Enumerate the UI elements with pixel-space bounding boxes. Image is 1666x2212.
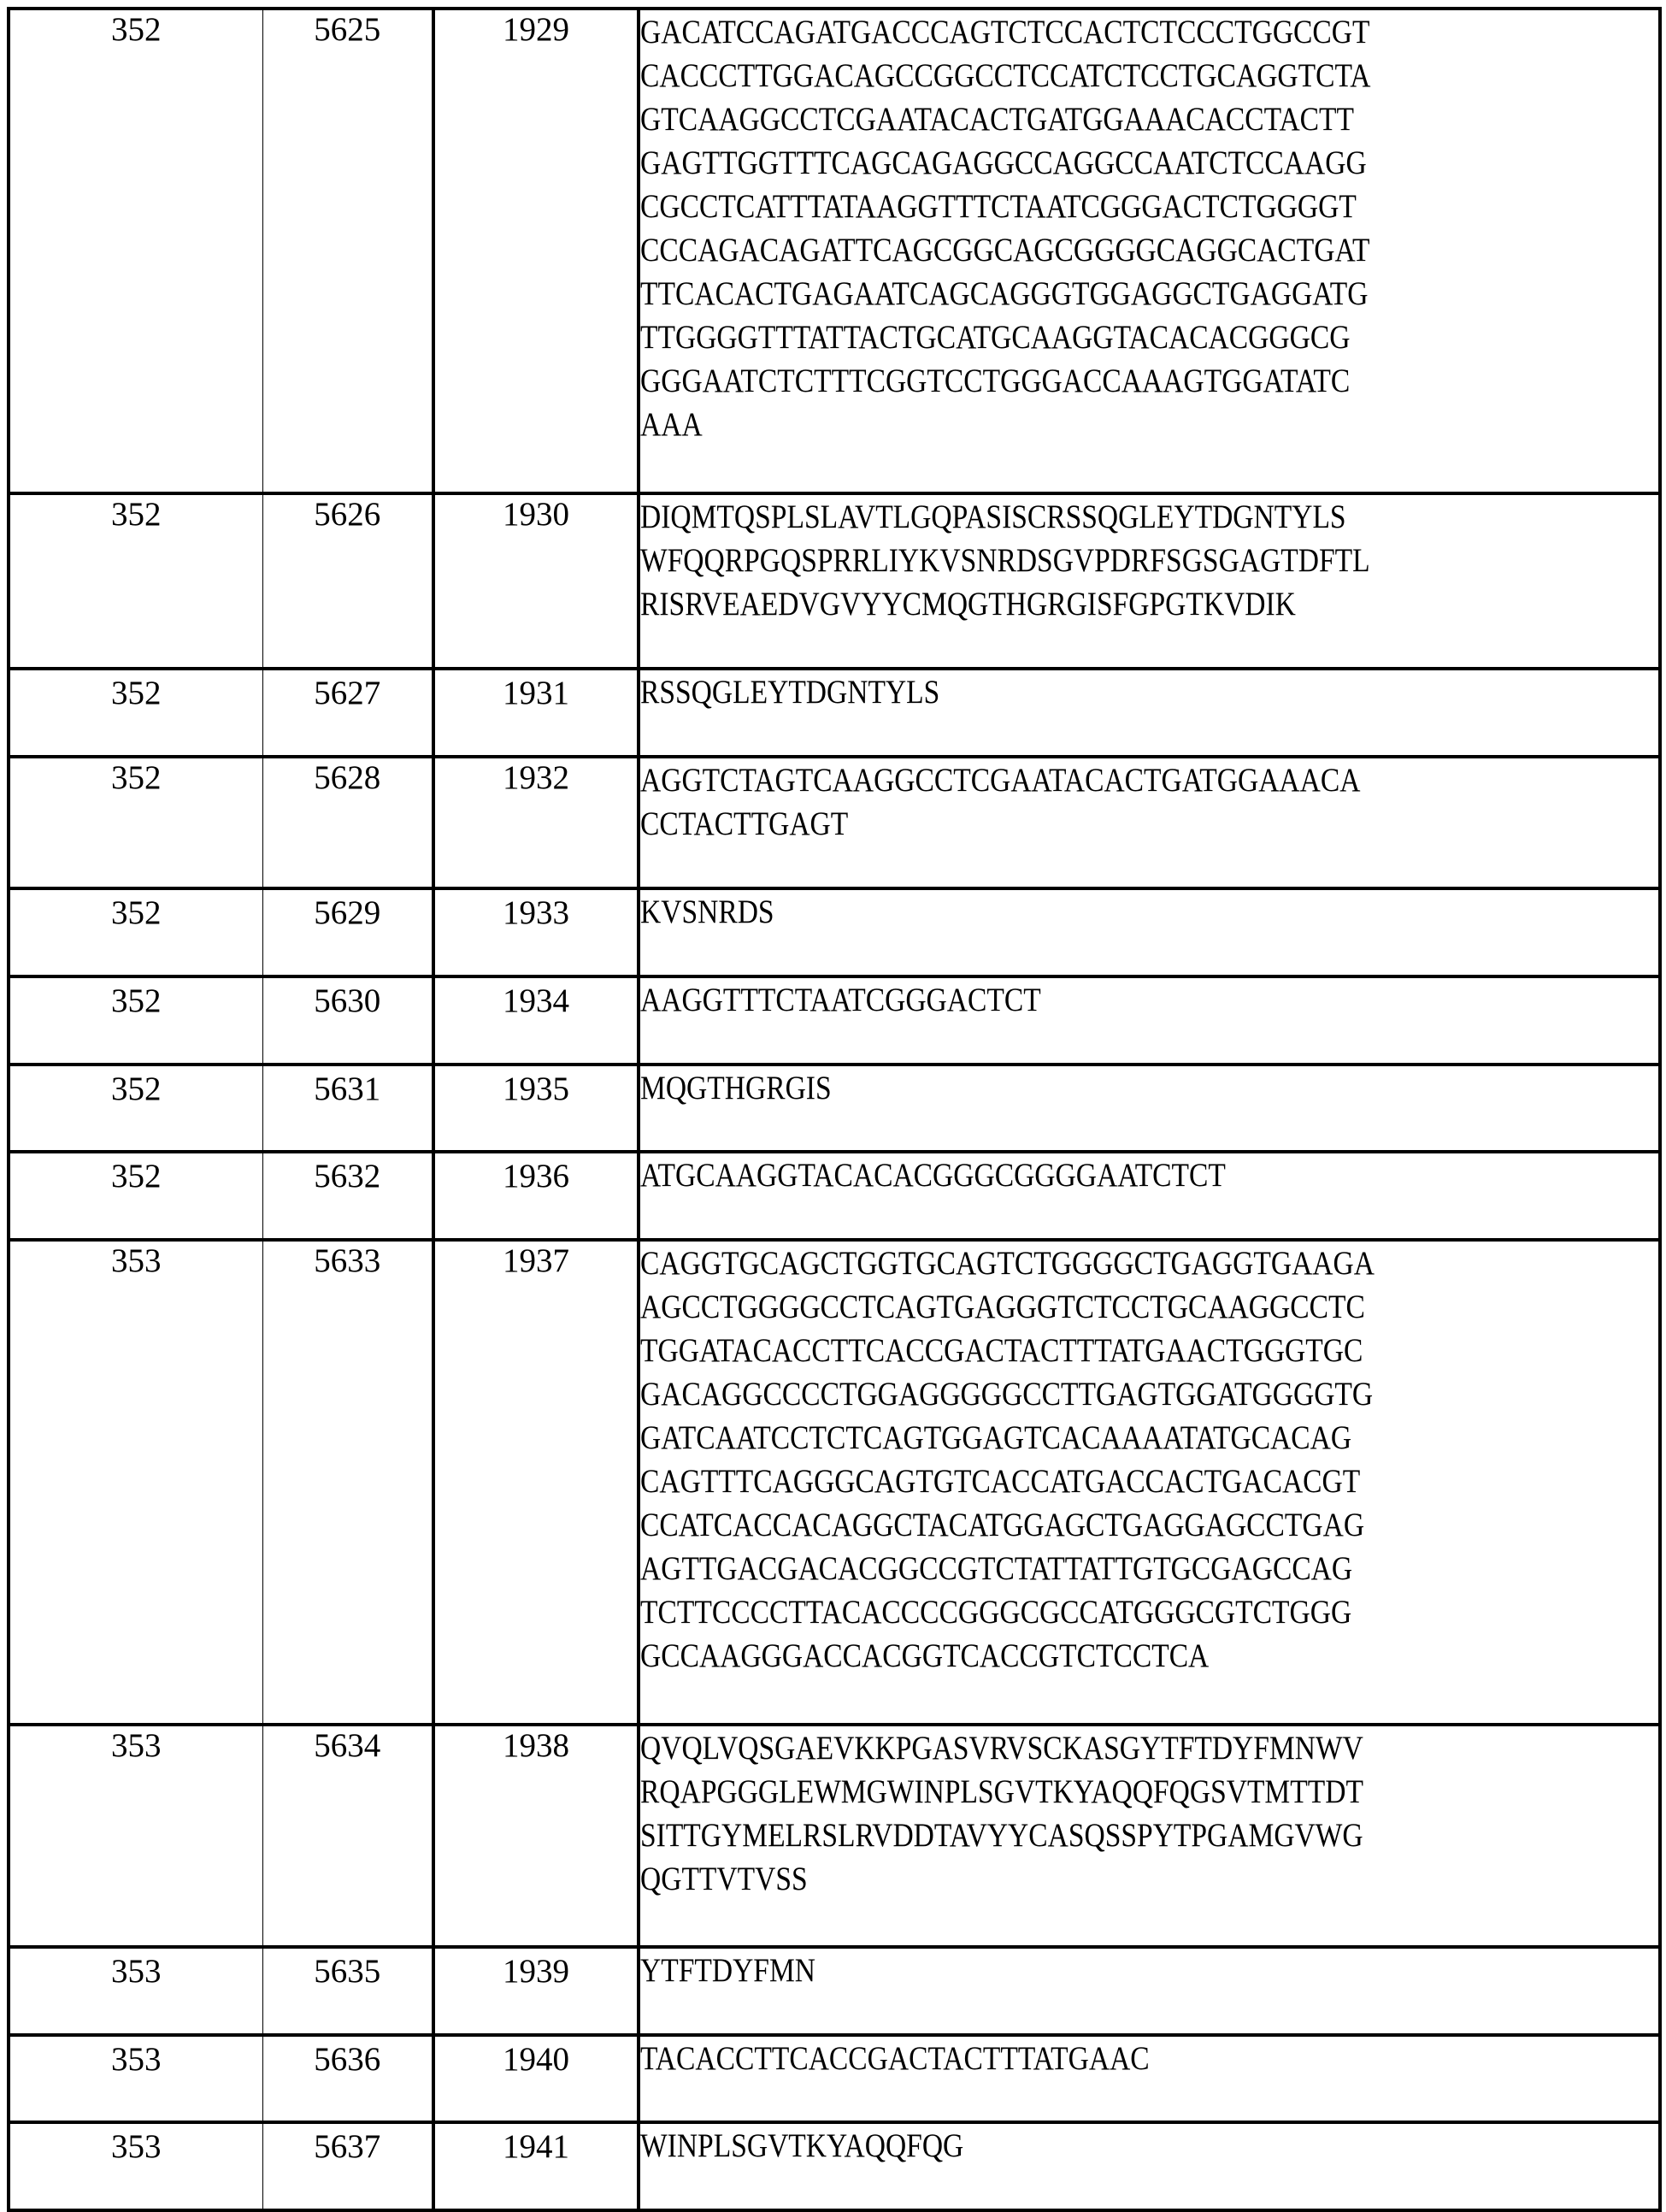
seq-id-number: 1929: [503, 11, 569, 48]
seq-id-number-cell: [433, 493, 639, 669]
sequence-line: TTCACACTGAGAATCAGCAGGGTGGAGGCTGAGGATG: [640, 275, 1369, 312]
sequence-index: 5634: [314, 1727, 381, 1764]
table-row: [9, 2035, 1660, 2122]
group-id-cell: [9, 669, 262, 757]
table-row: [9, 669, 1660, 757]
sequence-line: AGCCTGGGGCCTCAGTGAGGGTCTCCTGCAAGGCCTC: [640, 1289, 1365, 1325]
seq-id-number: 1931: [503, 675, 569, 711]
sequence-line: GATCAATCCTCTCAGTGGAGTCACAAAATATGCACAG: [640, 1419, 1352, 1456]
sequence-cell: [639, 888, 1660, 976]
sequence-index-cell: [262, 669, 433, 757]
sequence-line: CCATCACCACAGGCTACATGGAGCTGAGGAGCCTGAG: [640, 1507, 1365, 1543]
group-id-cell: [9, 493, 262, 669]
sequence-index-cell: [262, 888, 433, 976]
group-id-cell: [9, 976, 262, 1065]
table-row: [9, 1152, 1660, 1240]
sequence-index-cell: [262, 1947, 433, 2035]
group-id: 353: [111, 1953, 162, 1990]
sequence-line: RSSQGLEYTDGNTYLS: [640, 674, 940, 711]
group-id-cell: [9, 1947, 262, 2035]
sequence-cell: [639, 493, 1660, 669]
table-row: [9, 2122, 1660, 2210]
group-id: 352: [111, 11, 162, 48]
seq-id-number: 1932: [503, 759, 569, 796]
sequence-index-cell: [262, 757, 433, 888]
sequence-cell: [639, 1065, 1660, 1152]
sequence-line: TACACCTTCACCGACTACTTTATGAAC: [640, 2040, 1150, 2077]
sequence-cell: [639, 1947, 1660, 2035]
seq-id-number: 1934: [503, 982, 569, 1019]
group-id: 352: [111, 759, 162, 796]
sequence-line: WFQQRPGQSPRRLIYKVSNRDSGVPDRFSGSGAGTDFTL: [640, 542, 1370, 579]
sequence-cell: [639, 2035, 1660, 2122]
group-id: 353: [111, 1727, 162, 1764]
sequence-index: 5632: [314, 1158, 381, 1194]
group-id: 353: [111, 2128, 162, 2165]
sequence-line: KVSNRDS: [640, 894, 774, 930]
sequence-index: 5637: [314, 2128, 381, 2165]
sequence-line: CCTACTTGAGT: [640, 805, 849, 842]
sequence-line: TTGGGGTTTATTACTGCATGCAAGGTACACACGGGCG: [640, 319, 1351, 356]
sequence-line: GTCAAGGCCTCGAATACACTGATGGAAACACCTACTT: [640, 101, 1355, 138]
table-row: [9, 757, 1660, 888]
seq-id-number: 1940: [503, 2041, 569, 2078]
group-id: 352: [111, 675, 162, 711]
seq-id-number-cell: [433, 1725, 639, 1947]
sequence-index-cell: [262, 976, 433, 1065]
sequence-line: RQAPGGGLEWMGWINPLSGVTKYAQQFQGSVTMTTDT: [640, 1773, 1363, 1810]
sequence-index-cell: [262, 493, 433, 669]
sequence-line: CAGTTTCAGGGCAGTGTCACCATGACCACTGACACGT: [640, 1463, 1361, 1500]
sequence-line: AAGGTTTCTAATCGGGACTCT: [640, 982, 1041, 1018]
sequence-line: ATGCAAGGTACACACGGGCGGGGAATCTCT: [640, 1157, 1226, 1194]
sequence-line: GACAGGCCCCTGGAGGGGGCCTTGAGTGGATGGGGTG: [640, 1376, 1374, 1413]
sequence-index: 5636: [314, 2041, 381, 2078]
sequence-line: YTFTDYFMN: [640, 1952, 816, 1989]
sequence-line: TCTTCCCCTTACACCCCGGGCGCCATGGGCGTCTGGG: [640, 1594, 1352, 1631]
sequence-index-cell: [262, 1725, 433, 1947]
sequence-cell: [639, 1240, 1660, 1725]
sequence-index-cell: [262, 9, 433, 493]
seq-id-number: 1935: [503, 1071, 569, 1107]
sequence-line: CCCAGACAGATTCAGCGGCAGCGGGGCAGGCACTGAT: [640, 232, 1370, 268]
seq-id-number-cell: [433, 1947, 639, 2035]
sequence-index: 5630: [314, 982, 381, 1019]
sequence-line: MQGTHGRGIS: [640, 1070, 832, 1106]
group-id-cell: [9, 2035, 262, 2122]
sequence-line: QGTTVTVSS: [640, 1861, 808, 1897]
table-row: [9, 9, 1660, 493]
sequence-line: AGGTCTAGTCAAGGCCTCGAATACACTGATGGAAACA: [640, 762, 1361, 799]
sequence-index: 5628: [314, 759, 381, 796]
sequence-index-cell: [262, 2122, 433, 2210]
seq-id-number-cell: [433, 9, 639, 493]
sequence-cell: [639, 976, 1660, 1065]
sequence-line: AGTTGACGACACGGCCGTCTATTATTGTGCGAGCCAG: [640, 1550, 1353, 1587]
seq-id-number: 1941: [503, 2128, 569, 2165]
sequence-line: GACATCCAGATGACCCAGTCTCCACTCTCCCTGGCCGT: [640, 14, 1370, 50]
group-id: 352: [111, 982, 162, 1019]
sequence-line: TGGATACACCTTCACCGACTACTTTATGAACTGGGTGC: [640, 1332, 1363, 1369]
sequence-cell: [639, 1725, 1660, 1947]
group-id: 353: [111, 1242, 162, 1279]
group-id-cell: [9, 1065, 262, 1152]
group-id: 352: [111, 496, 162, 533]
sequence-line: DIQMTQSPLSLAVTLGQPASISCRSSQGLEYTDGNTYLS: [640, 498, 1346, 535]
sequence-cell: [639, 669, 1660, 757]
group-id-cell: [9, 757, 262, 888]
group-id-cell: [9, 1240, 262, 1725]
sequence-index: 5629: [314, 894, 381, 931]
sequence-index: 5627: [314, 675, 381, 711]
seq-id-number-cell: [433, 2035, 639, 2122]
seq-id-number-cell: [433, 1065, 639, 1152]
sequence-line: RISRVEAEDVGVYYCMQGTHGRGISFGPGTKVDIK: [640, 586, 1296, 622]
sequence-cell: [639, 9, 1660, 493]
sequence-index-cell: [262, 2035, 433, 2122]
sequence-line: CGCCTCATTTATAAGGTTTCTAATCGGGACTCTGGGGT: [640, 188, 1357, 225]
table-row: [9, 976, 1660, 1065]
seq-id-number-cell: [433, 2122, 639, 2210]
table-row: [9, 1947, 1660, 2035]
sequence-line: WINPLSGVTKYAQQFQG: [640, 2127, 964, 2164]
sequence-line: GCCAAGGGACCACGGTCACCGTCTCCTCA: [640, 1637, 1210, 1674]
sequence-line: CAGGTGCAGCTGGTGCAGTCTGGGGCTGAGGTGAAGA: [640, 1245, 1375, 1282]
seq-id-number: 1939: [503, 1953, 569, 1990]
seq-id-number-cell: [433, 1152, 639, 1240]
sequence-cell: [639, 757, 1660, 888]
table-row: [9, 888, 1660, 976]
sequence-line: SITTGYMELRSLRVDDTAVYYCASQSSPYTPGAMGVWG: [640, 1817, 1363, 1854]
sequence-line: GGGAATCTCTTTCGGTCCTGGGACCAAAGTGGATATC: [640, 363, 1351, 399]
group-id: 352: [111, 894, 162, 931]
group-id: 352: [111, 1158, 162, 1194]
group-id-cell: [9, 1725, 262, 1947]
table-row: [9, 1240, 1660, 1725]
sequence-index-cell: [262, 1240, 433, 1725]
sequence-line: GAGTTGGTTTCAGCAGAGGCCAGGCCAATCTCCAAGG: [640, 145, 1367, 181]
sequence-index: 5631: [314, 1071, 381, 1107]
seq-id-number: 1933: [503, 894, 569, 931]
sequence-line: AAA: [640, 406, 703, 443]
group-id-cell: [9, 888, 262, 976]
seq-id-number-cell: [433, 976, 639, 1065]
seq-id-number: 1936: [503, 1158, 569, 1194]
document-page: [7, 7, 1662, 2212]
sequence-line: CACCCTTGGACAGCCGGCCTCCATCTCCTGCAGGTCTA: [640, 57, 1371, 94]
seq-id-number: 1930: [503, 496, 569, 533]
sequence-index: 5625: [314, 11, 381, 48]
sequence-line: QVQLVQSGAEVKKPGASVRVSCKASGYTFTDYFMNWV: [640, 1730, 1363, 1767]
seq-id-number: 1937: [503, 1242, 569, 1279]
group-id-cell: [9, 2122, 262, 2210]
sequence-index: 5626: [314, 496, 381, 533]
seq-id-number-cell: [433, 669, 639, 757]
seq-id-number-cell: [433, 888, 639, 976]
group-id-cell: [9, 1152, 262, 1240]
table-row: [9, 1725, 1660, 1947]
sequence-index: 5635: [314, 1953, 381, 1990]
group-id: 353: [111, 2041, 162, 2078]
group-id-cell: [9, 9, 262, 493]
table-row: [9, 493, 1660, 669]
sequence-index-cell: [262, 1152, 433, 1240]
sequence-cell: [639, 2122, 1660, 2210]
sequence-cell: [639, 1152, 1660, 1240]
sequence-table-body: [9, 9, 1660, 2210]
sequence-index: 5633: [314, 1242, 381, 1279]
sequence-table: [7, 7, 1662, 2212]
group-id: 352: [111, 1071, 162, 1107]
sequence-index-cell: [262, 1065, 433, 1152]
seq-id-number-cell: [433, 1240, 639, 1725]
seq-id-number-cell: [433, 757, 639, 888]
table-row: [9, 1065, 1660, 1152]
seq-id-number: 1938: [503, 1727, 569, 1764]
